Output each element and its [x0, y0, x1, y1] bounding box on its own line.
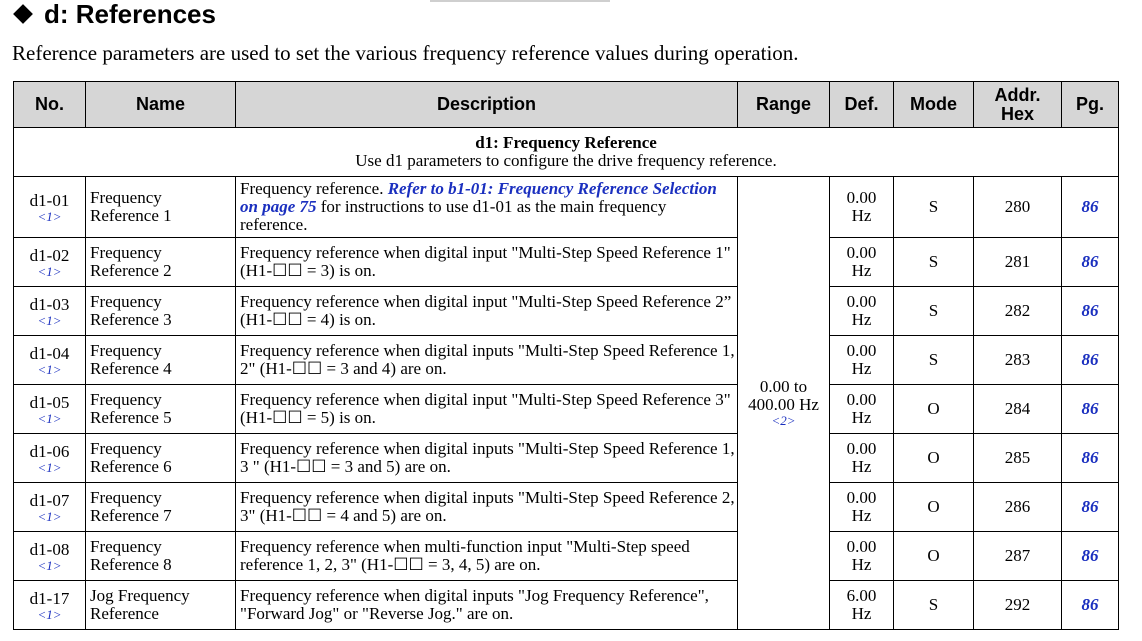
col-header-mode: Mode [894, 82, 974, 128]
default-value: 0.00 [846, 243, 877, 262]
param-mode: S [894, 581, 974, 630]
table-row [14, 434, 1119, 483]
param-note-link[interactable]: <1> [37, 557, 62, 573]
param-name-line2: Reference 4 [90, 359, 172, 378]
default-value: 0.00 [846, 341, 877, 360]
param-no-cell [14, 483, 86, 532]
intro-paragraph: Reference parameters are used to set the various frequency reference values during operation. [12, 41, 799, 65]
default-value: 0.00 [846, 292, 877, 311]
param-no-cell [14, 336, 86, 385]
param-name-line1: Jog Frequency [90, 586, 190, 605]
group-title: d1: Frequency Reference [475, 133, 657, 152]
table-row [14, 385, 1119, 434]
range-note-link[interactable]: <2> [771, 413, 796, 428]
range-cell [738, 177, 830, 630]
page-link[interactable]: 86 [1062, 177, 1119, 238]
top-divider [430, 0, 610, 2]
param-mode: S [894, 238, 974, 287]
param-addr-hex: 280 [974, 177, 1062, 238]
table-row [14, 287, 1119, 336]
group-subtitle: Use d1 parameters to configure the drive frequency reference. [355, 151, 777, 170]
param-default [830, 483, 894, 532]
param-no-cell [14, 385, 86, 434]
param-name-line2: Reference 5 [90, 408, 172, 427]
col-header-addr [974, 82, 1062, 128]
range-max: 400.00 Hz [748, 395, 819, 414]
group-cell [14, 128, 1119, 177]
table-row [14, 238, 1119, 287]
param-number: d1-07 [29, 490, 70, 510]
param-addr-hex: 281 [974, 238, 1062, 287]
col-header-range: Range [738, 82, 830, 128]
param-description [236, 385, 738, 434]
page-link[interactable]: 86 [1062, 434, 1119, 483]
param-number: d1-03 [29, 294, 70, 314]
description-text: Frequency reference. [240, 179, 388, 198]
param-default [830, 532, 894, 581]
param-name-line1: Frequency [90, 188, 162, 207]
param-name-line2: Reference [90, 604, 159, 623]
default-unit: Hz [851, 206, 872, 225]
param-addr-hex: 283 [974, 336, 1062, 385]
page-link[interactable]: 86 [1062, 385, 1119, 434]
param-note-link[interactable]: <1> [37, 263, 62, 279]
page-link[interactable]: 86 [1062, 336, 1119, 385]
page-link[interactable]: 86 [1062, 483, 1119, 532]
param-description [236, 336, 738, 385]
page-link[interactable]: 86 [1062, 532, 1119, 581]
default-unit: Hz [851, 359, 872, 378]
diamond-bullet-icon [13, 4, 33, 24]
param-note-link[interactable]: <1> [37, 312, 62, 328]
param-number: d1-06 [29, 441, 70, 461]
param-description [236, 532, 738, 581]
param-mode: S [894, 287, 974, 336]
param-no-cell [14, 238, 86, 287]
table-row [14, 177, 1119, 238]
param-name-line1: Frequency [90, 439, 162, 458]
param-default [830, 287, 894, 336]
table-row [14, 532, 1119, 581]
param-description [236, 434, 738, 483]
default-unit: Hz [851, 555, 872, 574]
param-number: d1-05 [29, 392, 70, 412]
param-mode: O [894, 532, 974, 581]
param-default [830, 238, 894, 287]
param-name-cell [86, 532, 236, 581]
param-name-line2: Reference 7 [90, 506, 172, 525]
param-addr-hex: 282 [974, 287, 1062, 336]
param-number: d1-02 [29, 245, 70, 265]
col-header-description: Description [236, 82, 738, 128]
group-row [14, 128, 1119, 177]
param-addr-hex: 292 [974, 581, 1062, 630]
description-text: Frequency reference when digital input "Multi-Step Speed Reference 2” (H1-☐☐ = 4) is on. [240, 292, 732, 329]
default-value: 0.00 [846, 188, 877, 207]
param-name-line2: Reference 6 [90, 457, 172, 476]
param-number: d1-04 [29, 343, 70, 363]
param-name-line2: Reference 1 [90, 206, 172, 225]
description-text: Frequency reference when digital inputs "Multi-Step Speed Reference 1, 2" (H1-☐☐ = 3 and 4) are on. [240, 341, 735, 378]
default-value: 0.00 [846, 390, 877, 409]
description-text-tail: for instructions to use d1-01 as the main frequency reference. [240, 197, 667, 234]
param-addr-hex: 285 [974, 434, 1062, 483]
page-link[interactable]: 86 [1062, 581, 1119, 630]
param-mode: O [894, 483, 974, 532]
param-note-link[interactable]: <1> [37, 208, 62, 224]
param-mode: O [894, 385, 974, 434]
param-name-line1: Frequency [90, 390, 162, 409]
param-description [236, 581, 738, 630]
col-header-name: Name [86, 82, 236, 128]
param-note-link[interactable]: <1> [37, 606, 62, 622]
param-name-cell [86, 434, 236, 483]
param-note-link[interactable]: <1> [37, 459, 62, 475]
range-min: 0.00 to [759, 377, 808, 396]
param-no-cell [14, 287, 86, 336]
default-unit: Hz [851, 408, 872, 427]
param-addr-hex: 287 [974, 532, 1062, 581]
param-name-line1: Frequency [90, 341, 162, 360]
default-unit: Hz [851, 506, 872, 525]
param-name-line1: Frequency [90, 537, 162, 556]
param-description [236, 483, 738, 532]
param-name-line2: Reference 8 [90, 555, 172, 574]
default-unit: Hz [851, 261, 872, 280]
param-description [236, 238, 738, 287]
param-name-line1: Frequency [90, 243, 162, 262]
param-name-line2: Reference 3 [90, 310, 172, 329]
param-default [830, 385, 894, 434]
param-no-cell [14, 532, 86, 581]
table-row [14, 483, 1119, 532]
param-no-cell [14, 177, 86, 238]
description-text: Frequency reference when digital input "Multi-Step Speed Reference 3" (H1-☐☐ = 5) is on. [240, 390, 731, 427]
description-text: Frequency reference when digital inputs "Multi-Step Speed Reference 2, 3" (H1-☐☐ = 4 and 5) are on. [240, 488, 735, 525]
param-no-cell [14, 581, 86, 630]
default-unit: Hz [851, 457, 872, 476]
default-value: 0.00 [846, 439, 877, 458]
param-name-cell [86, 177, 236, 238]
param-note-link[interactable]: <1> [37, 361, 62, 377]
param-name-cell [86, 483, 236, 532]
col-header-no: No. [14, 82, 86, 128]
param-description [236, 177, 738, 238]
table-header-row [14, 82, 1119, 128]
param-name-cell [86, 385, 236, 434]
col-header-addr-line2: Hex [1000, 103, 1035, 124]
param-name-line1: Frequency [90, 292, 162, 311]
default-unit: Hz [851, 604, 872, 623]
default-value: 0.00 [846, 488, 877, 507]
page-link[interactable]: 86 [1062, 238, 1119, 287]
param-name-cell [86, 581, 236, 630]
param-name-line1: Frequency [90, 488, 162, 507]
param-addr-hex: 284 [974, 385, 1062, 434]
section-heading [12, 0, 216, 30]
param-mode: S [894, 336, 974, 385]
param-name-cell [86, 336, 236, 385]
description-text: Frequency reference when digital inputs "Multi-Step Speed Reference 1, 3 " (H1-☐☐ = 3 and 5) are on. [240, 439, 735, 476]
table-row [14, 336, 1119, 385]
table-row [14, 581, 1119, 630]
param-number: d1-17 [29, 588, 70, 608]
param-note-link[interactable]: <1> [37, 508, 62, 524]
param-name-cell [86, 238, 236, 287]
col-header-pg: Pg. [1062, 82, 1119, 128]
param-addr-hex: 286 [974, 483, 1062, 532]
param-mode: O [894, 434, 974, 483]
description-text: Frequency reference when digital inputs "Jog Frequency Reference", "Forward Jog" or "Reverse Jog." are on. [240, 586, 709, 623]
col-header-addr-line1: Addr. [994, 84, 1041, 105]
param-default [830, 177, 894, 238]
description-link[interactable]: Refer to b1-01: Frequency Reference Selection on page 75 [240, 179, 717, 216]
param-mode: S [894, 177, 974, 238]
default-value: 6.00 [846, 586, 877, 605]
param-number: d1-08 [29, 539, 70, 559]
param-name-cell [86, 287, 236, 336]
page-link[interactable]: 86 [1062, 287, 1119, 336]
param-description [236, 287, 738, 336]
param-no-cell [14, 434, 86, 483]
default-unit: Hz [851, 310, 872, 329]
section-title: d: References [44, 0, 216, 29]
param-default [830, 581, 894, 630]
param-default [830, 434, 894, 483]
col-header-def: Def. [830, 82, 894, 128]
param-name-line2: Reference 2 [90, 261, 172, 280]
description-text: Frequency reference when digital input "Multi-Step Speed Reference 1" (H1-☐☐ = 3) is on. [240, 243, 731, 280]
param-number: d1-01 [29, 190, 70, 210]
param-default [830, 336, 894, 385]
default-value: 0.00 [846, 537, 877, 556]
description-text: Frequency reference when multi-function input "Multi-Step speed reference 1, 2, 3" (H1-☐☐ = 3, 4, 5) are on. [240, 537, 690, 574]
param-note-link[interactable]: <1> [37, 410, 62, 426]
parameter-table [13, 81, 1119, 630]
